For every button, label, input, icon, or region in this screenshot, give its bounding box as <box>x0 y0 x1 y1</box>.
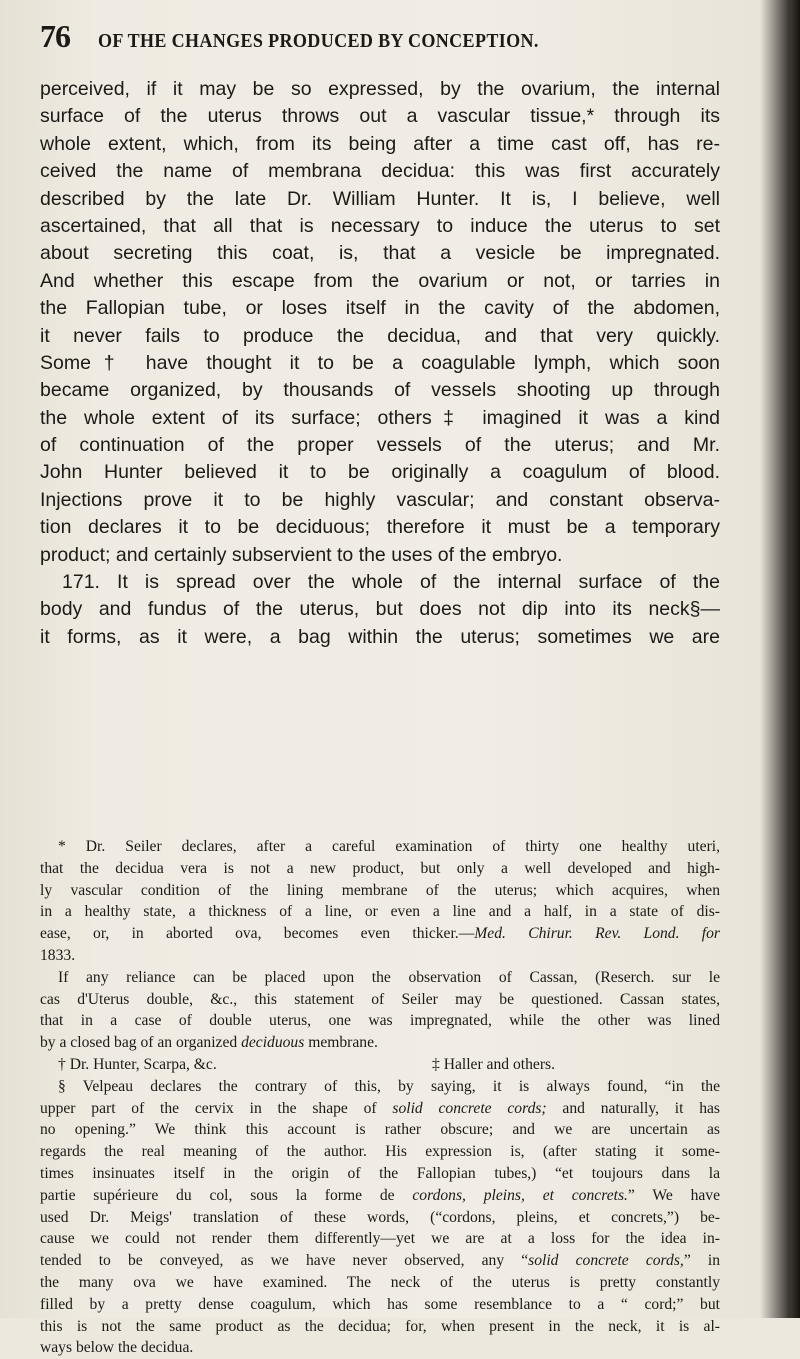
footnote-line <box>40 1250 720 1272</box>
text-line: product; and certainly subservient to the uses of the embryo. <box>40 543 563 566</box>
footnote-text: ” We have <box>627 1186 721 1204</box>
footnote-line <box>40 1185 720 1207</box>
text-line: it never fails to produce the decidua, and that very quickly. <box>40 324 720 347</box>
footnote-line: in a healthy state, a thickness of a line, or even a line and a half, in a state of dis- <box>40 903 720 921</box>
footnote-text: upper part of the cervix in the shape of <box>40 1099 393 1117</box>
footnote-double-dagger: ‡ Haller and others. <box>432 1055 555 1073</box>
text-line: the whole extent of its surface; others‡ imagined it was a kind <box>40 406 720 429</box>
footnote-text: membrane. <box>304 1034 378 1052</box>
footnote-line: ways below the decidua. <box>40 1339 194 1357</box>
text-line: perceived, if it may be so expressed, by the ovarium, the internal <box>40 78 720 100</box>
footnote-line: filled by a pretty dense coagulum, which has some resemblance to a “ cord;” but <box>40 1295 720 1313</box>
text-line: 171. It is spread over the whole of the internal surface of the <box>62 571 720 594</box>
text-line: became organized, by thousands of vessels shooting up through <box>40 379 720 402</box>
footnote-line: 1833. <box>40 946 76 964</box>
footnote-line: If any reliance can be placed upon the observation of Cassan, (Reserch. sur le <box>58 968 720 986</box>
footnotes <box>40 836 720 1359</box>
text-line: whole extent, which, from its being after a time cast off, has re- <box>40 132 720 155</box>
text-line: ascertained, that all that is necessary to induce the uterus to set <box>40 214 720 237</box>
footnote-line: § Velpeau declares the contrary of this, by saying, it is always found, “in the <box>58 1077 720 1095</box>
text-line: John Hunter believed it to be originally a coagulum of blood. <box>40 461 720 484</box>
text-line: Some† have thought it to be a coagulable lymph, which soon <box>40 351 720 374</box>
footnote-line: * Dr. Seiler declares, after a careful examination of thirty one healthy uteri, <box>58 838 720 855</box>
footnote-text: ease, or, in aborted ova, becomes even thicker.— <box>40 925 475 943</box>
footnote-text: and naturally, it has <box>546 1099 721 1117</box>
footnote-italic: cordons, pleins, et concrets. <box>412 1186 628 1204</box>
text-line: surface of the uterus throws out a vascular tissue,* through its <box>40 105 720 128</box>
text-line: it forms, as it were, a bag within the uterus; sometimes we are <box>40 625 720 648</box>
page-binding-shadow <box>786 0 800 1318</box>
footnote-line <box>40 1032 720 1054</box>
running-head: OF THE CHANGES PRODUCED BY CONCEPTION. <box>98 30 539 52</box>
footnote-italic: solid concrete cords; <box>392 1099 547 1117</box>
page-header <box>40 16 780 56</box>
footnote-line: that in a case of double uterus, one was impregnated, while the other was lined <box>40 1012 720 1030</box>
text-line: described by the late Dr. William Hunter. It is, I believe, well <box>40 187 720 210</box>
text-line: Injections prove it to be highly vascular; and constant observa- <box>40 488 720 511</box>
footnote-text: partie supérieure du col, sous la forme de <box>40 1186 413 1204</box>
footnote-line <box>40 1098 720 1120</box>
footnote-text: ” in <box>683 1252 720 1270</box>
text-line: body and fundus of the uterus, but does not dip into its neck§— <box>40 598 720 621</box>
citation-italic: Med. Chirur. Rev. Lond. for <box>474 925 720 943</box>
page-number: 76 <box>40 18 70 54</box>
text-line: tion declares it to be deciduous; therefore it must be a temporary <box>40 516 720 539</box>
footnote-line: ly vascular condition of the lining membrane of the uterus; which acquires, when <box>40 881 720 899</box>
text-line: of continuation of the proper vessels of the uterus; and Mr. <box>40 434 720 457</box>
footnote-text: tended to be conveyed, as we have never observed, any “ <box>40 1252 529 1270</box>
footnote-line: the many ova we have examined. The neck of the uterus is pretty constantly <box>40 1273 720 1291</box>
footnote-line: no opening.” We think this account is rather obscure; and we are uncertain as <box>40 1121 720 1139</box>
main-text <box>40 76 720 651</box>
footnote-text: by a closed bag of an organized <box>40 1034 242 1052</box>
footnote-line: that the decidua vera is not a new product, but only a well developed and high- <box>40 859 720 877</box>
footnote-line: cause we could not render them differently—yet we are at a loss for the idea in- <box>40 1230 720 1248</box>
footnote-italic: deciduous <box>241 1034 305 1052</box>
text-line: about secreting this coat, is, that a vesicle be impregnated. <box>40 242 720 265</box>
text-line: And whether this escape from the ovarium or not, or tarries in <box>40 269 720 292</box>
footnote-line <box>40 923 720 945</box>
footnote-line: this is not the same product as the decidua; for, when present in the neck, it is al- <box>40 1317 720 1335</box>
footnote-line: used Dr. Meigs' translation of these words, (“cordons, pleins, et concrets,”) be- <box>40 1208 720 1226</box>
footnote-line: regards the real meaning of the author. His expression is, (after stating it some- <box>40 1143 720 1161</box>
text-line: ceived the name of membrana decidua: this was first accurately <box>40 160 720 183</box>
footnote-line <box>40 1054 720 1076</box>
footnote-dagger: † Dr. Hunter, Scarpa, &c. <box>58 1055 217 1073</box>
footnote-line: cas d'Uterus double, &c., this statement of Seiler may be questioned. Cassan states, <box>40 990 720 1008</box>
text-line: the Fallopian tube, or loses itself in the cavity of the abdomen, <box>40 297 720 320</box>
footnote-line: times insinuates itself in the origin of the Fallopian tubes,) “et toujours dans la <box>40 1164 720 1182</box>
footnote-italic: solid concrete cords, <box>528 1252 684 1270</box>
